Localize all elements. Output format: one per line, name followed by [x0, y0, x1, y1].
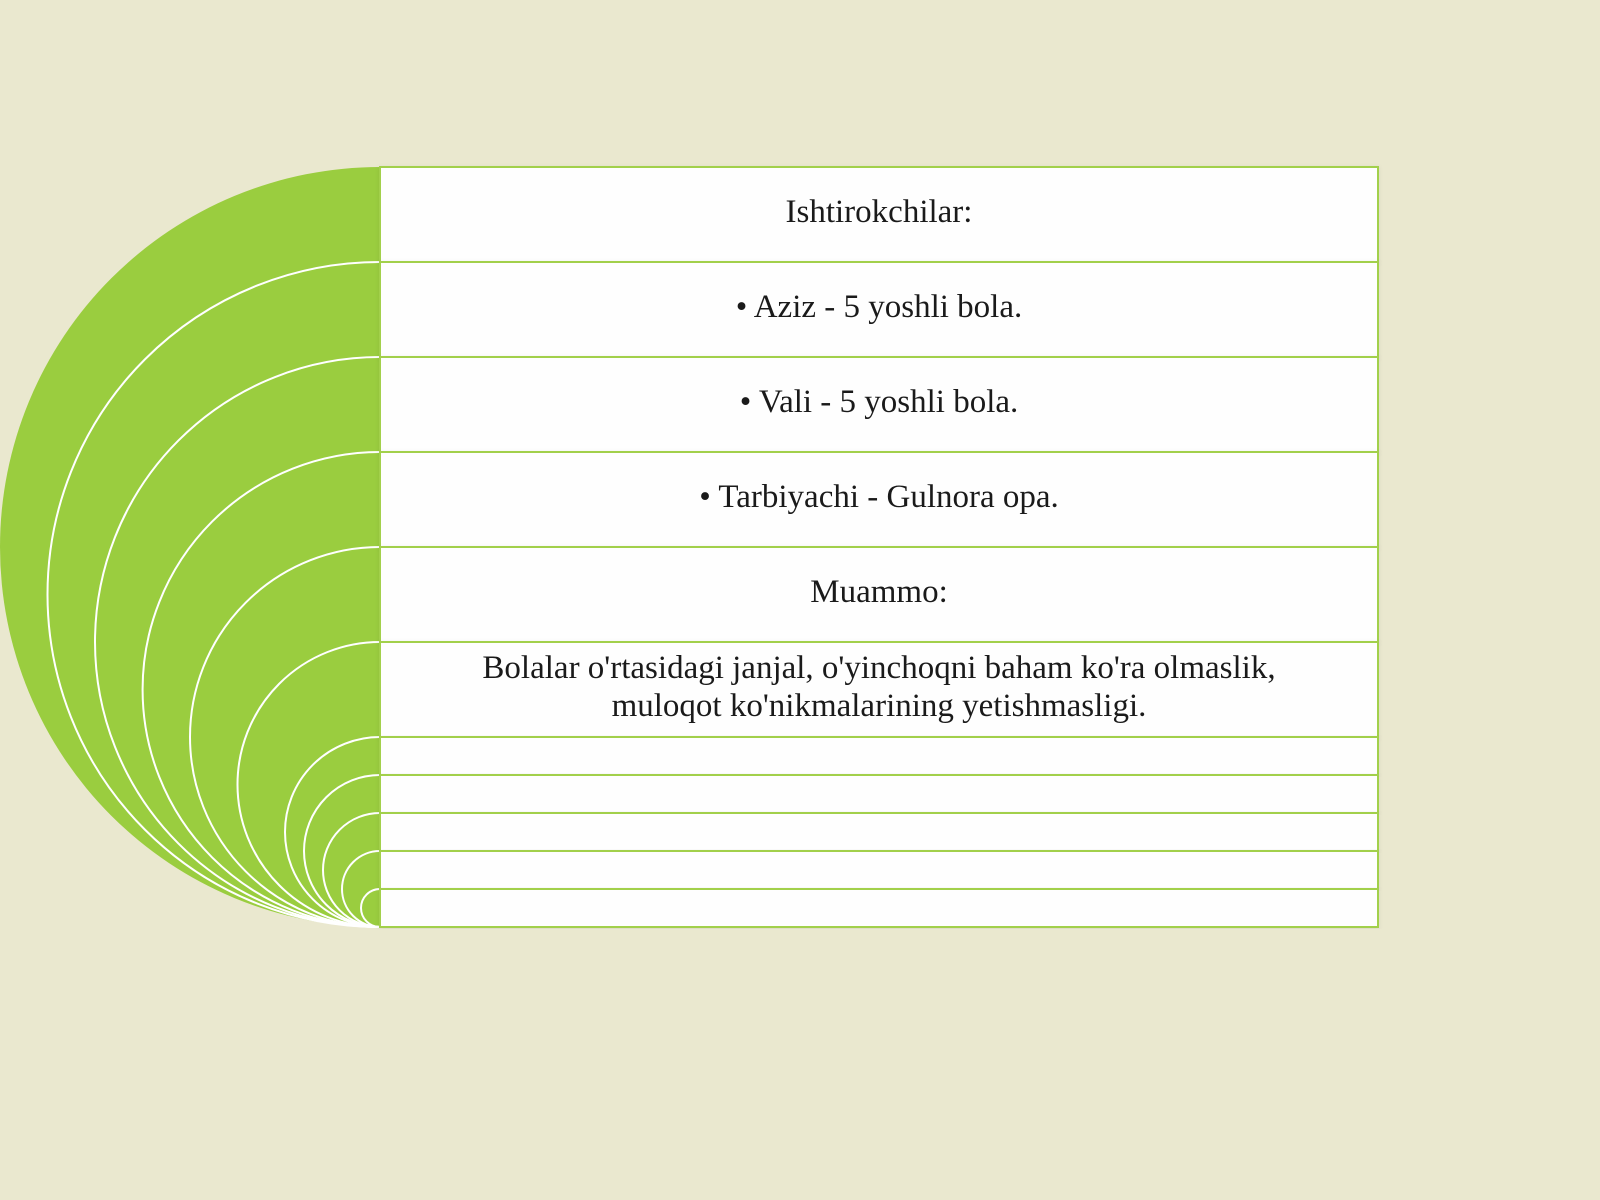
list-row	[380, 813, 1378, 851]
row-text: muloqot ko'nikmalarining yetishmasligi.	[611, 688, 1147, 725]
list-row	[380, 357, 1378, 452]
row-list	[380, 167, 1378, 927]
row-box	[380, 737, 1378, 775]
row-box	[380, 813, 1378, 851]
row-box	[380, 851, 1378, 889]
bullet-item-text: • Tarbiyachi - Gulnora opa.	[699, 479, 1059, 516]
row-text: Muammo:	[810, 574, 948, 611]
bullet-item-text: • Aziz - 5 yoshli bola.	[735, 289, 1023, 326]
row-box	[380, 775, 1378, 813]
list-row	[380, 452, 1378, 547]
list-row	[380, 167, 1378, 262]
list-row	[380, 851, 1378, 889]
list-row	[380, 547, 1378, 642]
row-box	[380, 889, 1378, 927]
list-row	[380, 737, 1378, 775]
list-row	[380, 262, 1378, 357]
bullet-item-text: • Vali - 5 yoshli bola.	[739, 384, 1019, 421]
row-text: Ishtirokchilar:	[785, 194, 973, 231]
list-row	[380, 889, 1378, 927]
list-row	[380, 642, 1378, 737]
list-row	[380, 775, 1378, 813]
row-text: Bolalar o'rtasidagi janjal, o'yinchoqni baham ko'ra olmaslik,	[482, 650, 1276, 687]
